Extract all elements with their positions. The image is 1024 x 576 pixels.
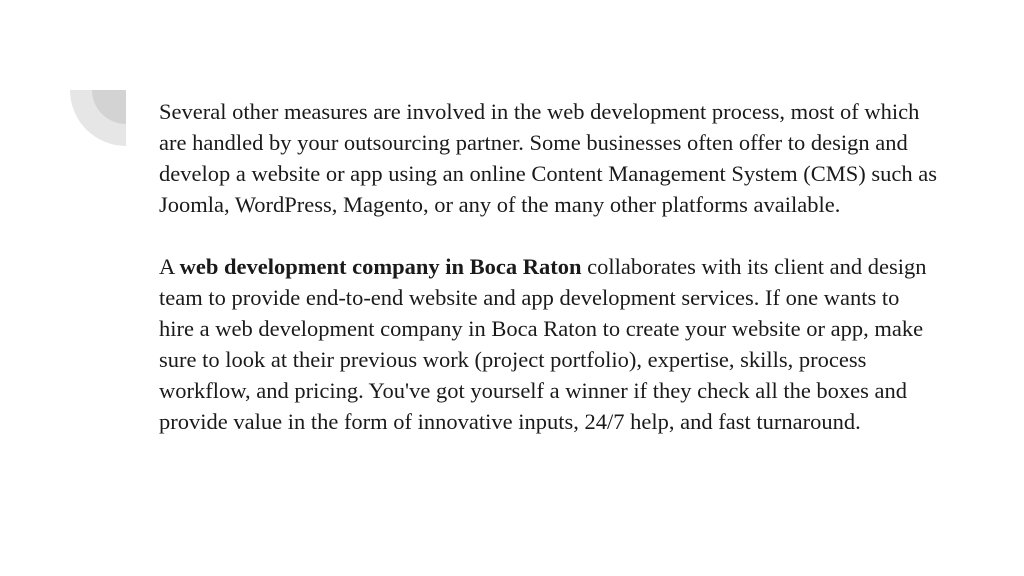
- paragraph-2-bold-phrase: web development company in Boca Raton: [179, 254, 582, 279]
- text-body: [159, 96, 939, 437]
- paragraph-2-prefix: A: [159, 254, 180, 279]
- quarter-ring-ornament-icon: [70, 90, 126, 146]
- paragraph-1: [159, 96, 939, 220]
- paragraph-1-text: Several other measures are involved in the web development process, most of which are handled by your outsourcing partner. Some businesses often offer to design and develop a website or app using an online Content Management System (CMS) such as Joomla, WordPress, Magento, or any of the many other platforms available.: [159, 99, 937, 217]
- paragraph-2-rest: collaborates with its client and design team to provide end-to-end website and app development services. If one wants to hire a web development company in Boca Raton to create your website or app, make sure to look at their previous work (project portfolio), expertise, skills, process workflow, and pricing. You've got yourself a winner if they check all the boxes and provide value in the form of innovative inputs, 24/7 help, and fast turnaround.: [159, 254, 927, 434]
- paragraph-2: [159, 251, 939, 437]
